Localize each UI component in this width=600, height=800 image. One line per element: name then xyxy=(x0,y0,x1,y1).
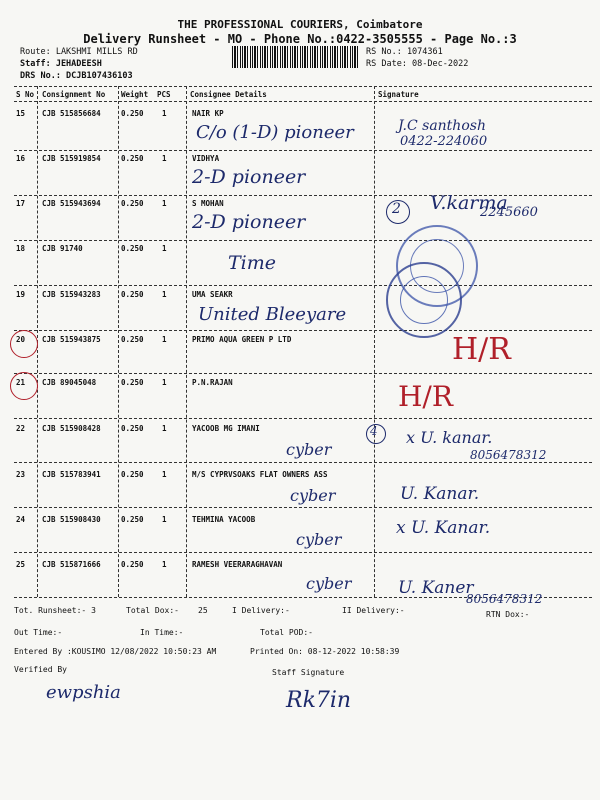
total-pod: Total POD:- xyxy=(260,628,313,637)
red-circle-mark xyxy=(10,372,38,400)
handwritten-phone: 8056478312 xyxy=(466,592,543,606)
ii-delivery: II Delivery:- xyxy=(342,606,405,615)
handwritten-phone: 0422-224060 xyxy=(400,134,488,149)
handwritten-signature: J.C santhosh xyxy=(398,118,486,134)
col-pcs: PCS xyxy=(157,90,171,99)
drs-number: DRS No.: DCJB107436103 xyxy=(20,71,133,81)
col-signature: Signature xyxy=(378,90,419,99)
rtn-dox: RTN Dox:- xyxy=(486,610,530,619)
handwritten-signature: x U. Kanar. xyxy=(396,518,491,538)
i-delivery: I Delivery:- xyxy=(232,606,290,615)
circled-number-text: 4 xyxy=(370,424,378,438)
staff-signature: Rk7in xyxy=(286,688,352,713)
handwritten-phone: 8056478312 xyxy=(470,448,547,462)
col-sno: S No xyxy=(16,90,35,99)
handwritten-note: cyber xyxy=(286,440,332,459)
total-dox-value: 25 xyxy=(198,606,208,615)
col-weight: Weight xyxy=(121,90,149,99)
handwritten-phone: 2245660 xyxy=(480,205,538,220)
handwritten-signature: U. Kaner xyxy=(398,578,474,598)
total-dox-label: Total Dox:- xyxy=(126,606,179,615)
route-label: Route: LAKSHMI MILLS RD xyxy=(20,47,138,57)
handwritten-mark: H/R xyxy=(452,332,511,367)
entered-by: Entered By :KOUSIMO 12/08/2022 10:50:23 AM xyxy=(14,647,217,656)
handwritten-signature: V.karma xyxy=(430,192,508,214)
handwritten-note: United Bleeyare xyxy=(198,304,347,325)
in-time: In Time:- xyxy=(140,628,184,637)
table-top-line xyxy=(14,86,592,87)
handwritten-note: C/o (1-D) pioneer xyxy=(196,122,354,143)
company-stamp xyxy=(386,262,462,338)
handwritten-note: 2-D pioneer xyxy=(192,211,306,233)
staff-signature-label: Staff Signature xyxy=(272,668,345,677)
barcode xyxy=(232,46,360,68)
printed-on: Printed On: 08-12-2022 10:58:39 xyxy=(250,647,400,656)
red-circle-mark xyxy=(10,330,38,358)
handwritten-note: Time xyxy=(228,252,277,274)
handwritten-note: cyber xyxy=(290,486,336,505)
handwritten-signature: x U. kanar. xyxy=(406,428,493,447)
out-time: Out Time:- xyxy=(14,628,63,637)
circled-number-text: 2 xyxy=(392,201,401,217)
company-title: THE PROFESSIONAL COURIERS, Coimbatore xyxy=(177,18,423,31)
verified-signature: ewpshia xyxy=(46,682,121,703)
verified-by: Verified By xyxy=(14,665,67,674)
tot-runsheet: Tot. Runsheet:- 3 xyxy=(14,606,96,615)
handwritten-mark: H/R xyxy=(398,380,453,413)
col-consignee: Consignee Details xyxy=(190,90,267,99)
rs-number: RS No.: 1074361 xyxy=(366,47,443,57)
handwritten-note: 2-D pioneer xyxy=(192,166,306,188)
handwritten-note: cyber xyxy=(296,530,342,549)
rs-date: RS Date: 08-Dec-2022 xyxy=(366,59,469,69)
handwritten-signature: U. Kanar. xyxy=(400,484,480,504)
table-header-line xyxy=(14,101,592,102)
staff-label: Staff: JEHADEESH xyxy=(20,59,102,69)
handwritten-note: cyber xyxy=(306,574,352,593)
runsheet-page: THE PROFESSIONAL COURIERS, Coimbatore Delivery Runsheet - MO - Phone No.:0422-3505555 - Page No.:3 Route: LAKSHMI MILLS RD Staff: JEHADEESH DRS No.: DCJB107436103 RS No.: 1074361 RS Date: 08-Dec-2022 S No Consignment No Weight PCS Consignee Details Signature 15 CJB 515856684 0.250 1 NAIR KP 16 CJB 515919854 0.250 1 VIDHYA 17 CJB 515943694 0.250 1 S MOHAN 18 CJB 91740 0.250 1 19 CJB 515943283 0.250 1 UMA SEAKR 20 CJB 515943875 0.250 1 PRIMO AQUA GREEN P LTD 21 CJB 89045048 0.250 1 P.N.RAJAN 22 CJB 515908428 0.250 1 YACOOB MG IMANI 23 CJB 515783941 0.250 1 M/S CYPRVSOAKS FLAT OWNERS ASS 24 CJB 515908430 0.250 1 TEHMINA YACOOB 25 CJB 515871666 0.250 1 RAMESH VEERARAGHAVAN C/o (1-D) pioneer J.C santhosh 0422-224060 2-D pioneer 2-D pioneer 2 V.karma 2245660 Time United Bleeyare H/R H/R 4 cyber x U. kanar. 8056478312 cyber U. Kanar. cyber x U. Kanar. cyber U. Kaner 8056478312 Tot. Runsheet:- 3 Total Dox:- 25 I Delivery:- II Delivery:- RTN Dox:- Out Time:- In Time:- Total POD:- Entered By :KOUSIMO 12/08/2022 10:50:23 AM Printed On: 08-12-2022 10:58:39 Verified By Staff Signature ewpshia Rk7in xyxy=(0,0,600,800)
col-consignment: Consignment No xyxy=(42,90,106,99)
runsheet-subtitle: Delivery Runsheet - MO - Phone No.:0422-3505555 - Page No.:3 xyxy=(83,32,517,46)
